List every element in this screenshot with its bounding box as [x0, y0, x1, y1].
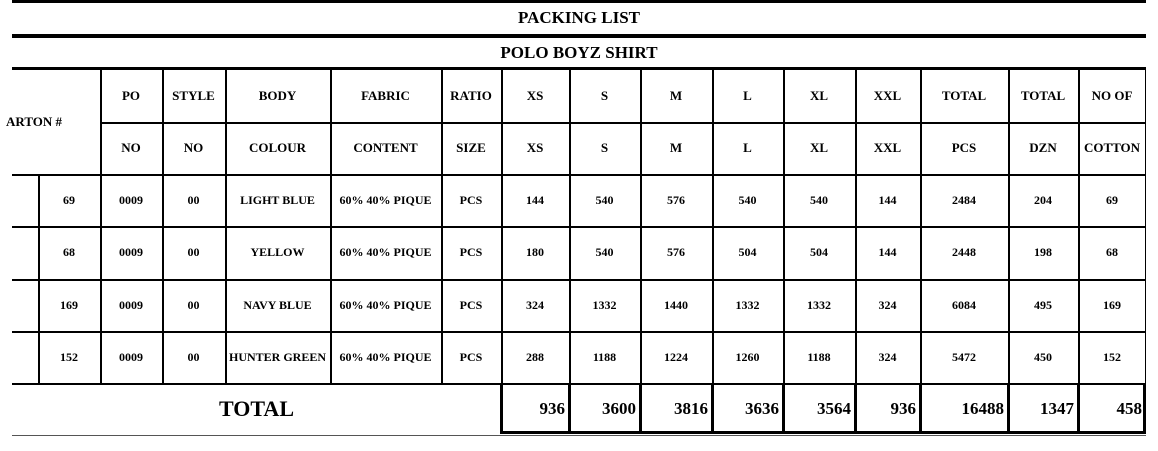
grid-line-vertical — [1143, 383, 1146, 434]
header-bottom-cell: PCS — [951, 140, 977, 155]
grid-line-vertical — [1077, 383, 1080, 434]
table-cell: 6084 — [952, 297, 976, 312]
total-value: 3636 — [745, 398, 779, 418]
table-cell: 169 — [1103, 297, 1121, 312]
header-top-cell: XXL — [873, 88, 902, 103]
table-cell: PCS — [459, 349, 483, 364]
table-cell: 495 — [1034, 297, 1052, 312]
total-value: 458 — [1116, 398, 1142, 418]
grid-line-vertical — [711, 383, 714, 434]
table-cell: 00 — [187, 192, 200, 207]
table-cell: PCS — [459, 192, 483, 207]
table-cell: 60% 40% PIQUE — [339, 297, 432, 312]
table-cell: 204 — [1034, 192, 1052, 207]
grid-line-horizontal — [12, 279, 1146, 281]
table-cell: 68 — [1106, 245, 1118, 259]
header-bottom-cell: COLOUR — [248, 140, 307, 155]
header-top-cell: XS — [526, 88, 544, 103]
header-bottom-cell: S — [600, 140, 609, 155]
table-cell: 0009 — [119, 297, 143, 312]
header-bottom-cell: COTTON — [1083, 140, 1141, 155]
table-cell: 540 — [595, 192, 614, 207]
table-cell: 180 — [526, 245, 544, 259]
table-cell: 1188 — [592, 349, 617, 364]
table-cell: 2448 — [952, 245, 976, 259]
table-cell: 324 — [878, 297, 897, 312]
bottom-rule — [12, 435, 1146, 436]
table-cell: 540 — [738, 192, 757, 207]
packing-table — [6, 70, 1146, 436]
grid-line-vertical — [568, 383, 571, 434]
header-top-cell: L — [743, 88, 752, 103]
document-subtitle: POLO BOYZ SHIRT — [500, 43, 658, 62]
header-top-cell: RATIO — [450, 88, 492, 103]
total-value: 3816 — [674, 398, 708, 418]
table-cell: 169 — [60, 297, 78, 312]
table-cell: PCS — [459, 297, 483, 312]
table-cell: 69 — [63, 192, 75, 207]
table-cell: 1440 — [664, 297, 688, 312]
grid-line-vertical — [639, 383, 642, 434]
header-bottom-cell: CONTENT — [353, 140, 418, 155]
header-top-cell: PO — [121, 88, 141, 103]
table-cell: 0009 — [119, 349, 143, 364]
table-cell: 60% 40% PIQUE — [339, 349, 432, 364]
table-cell: 00 — [187, 349, 200, 364]
table-cell: 1260 — [735, 349, 760, 364]
table-cell: LIGHT BLUE — [240, 192, 315, 207]
table-cell: 288 — [526, 349, 544, 364]
table-cell: 1332 — [735, 297, 760, 312]
header-bottom-cell: SIZE — [456, 140, 486, 155]
table-cell: 144 — [878, 192, 897, 207]
table-cell: YELLOW — [250, 245, 305, 259]
top-rule — [12, 0, 1146, 3]
grid-line-vertical — [782, 383, 785, 434]
table-cell: 68 — [63, 245, 75, 259]
table-cell: 1332 — [592, 297, 617, 312]
table-cell: 1224 — [664, 349, 688, 364]
table-cell: 60% 40% PIQUE — [339, 245, 432, 259]
total-label: TOTAL — [219, 395, 294, 421]
table-cell: PCS — [459, 245, 483, 259]
header-bottom-cell: NO — [183, 140, 204, 155]
table-cell: 1188 — [807, 349, 831, 364]
table-cell: 324 — [878, 349, 897, 364]
table-cell: 540 — [595, 245, 614, 259]
table-cell: NAVY BLUE — [243, 297, 312, 312]
table-cell: 152 — [60, 349, 78, 364]
grid-line-horizontal — [12, 174, 1146, 176]
header-bottom-cell: M — [669, 140, 683, 155]
grid-line-horizontal — [500, 431, 1146, 434]
table-cell: 198 — [1034, 245, 1052, 259]
header-top-cell: FABRIC — [361, 88, 410, 103]
table-cell: 5472 — [952, 349, 976, 364]
table-cell: 1332 — [807, 297, 831, 312]
header-top-cell: TOTAL — [1020, 88, 1066, 103]
header-top-cell: STYLE — [172, 88, 215, 103]
header-bottom-cell: NO — [121, 140, 141, 155]
table-cell: 00 — [187, 245, 200, 259]
header-top-cell: XL — [809, 88, 829, 103]
header-bottom-cell: XXL — [873, 140, 902, 155]
header-bottom-cell: DZN — [1029, 140, 1057, 155]
table-cell: 576 — [667, 192, 685, 207]
table-cell: 576 — [667, 245, 685, 259]
header-top-cell: BODY — [258, 88, 297, 103]
header-top-cell: NO OF — [1091, 88, 1133, 103]
grid-line-vertical — [854, 383, 857, 434]
total-value: 1347 — [1040, 398, 1074, 418]
table-cell: 144 — [526, 192, 544, 207]
table-cell: 540 — [810, 192, 828, 207]
table-cell: HUNTER GREEN — [228, 349, 326, 364]
table-cell: 60% 40% PIQUE — [339, 192, 432, 207]
total-value: 16488 — [961, 398, 1004, 418]
grid-line-vertical — [919, 383, 922, 434]
grid-line-horizontal — [100, 122, 1146, 124]
grid-line-horizontal — [12, 331, 1146, 333]
table-cell: 0009 — [119, 192, 143, 207]
grid-line-horizontal — [12, 226, 1146, 228]
grid-line-vertical — [1007, 383, 1010, 434]
table-cell: 450 — [1034, 349, 1052, 364]
total-value: 936 — [539, 398, 565, 418]
table-cell: 2484 — [952, 192, 976, 207]
table-cell: 324 — [526, 297, 544, 312]
document-title: PACKING LIST — [517, 8, 640, 27]
title-rule — [12, 34, 1146, 38]
table-cell: 504 — [738, 245, 757, 259]
table-cell: 69 — [1106, 192, 1118, 207]
grid-line-horizontal — [12, 383, 1146, 385]
table-cell: 0009 — [119, 245, 143, 259]
table-cell: 152 — [1103, 349, 1121, 364]
table-cell: 144 — [878, 245, 897, 259]
table-cell: 00 — [187, 297, 200, 312]
total-value: 936 — [890, 398, 916, 418]
header-top-cell: S — [600, 88, 609, 103]
header-carton: ARTON # — [6, 114, 63, 129]
total-value: 3564 — [817, 398, 851, 418]
header-bottom-cell: L — [743, 140, 752, 155]
header-top-cell: TOTAL — [941, 88, 987, 103]
header-bottom-cell: XL — [809, 140, 829, 155]
header-top-cell: M — [669, 88, 683, 103]
header-bottom-cell: XS — [526, 140, 544, 155]
grid-line-vertical — [500, 383, 503, 434]
table-cell: 504 — [810, 245, 828, 259]
total-value: 3600 — [602, 398, 636, 418]
